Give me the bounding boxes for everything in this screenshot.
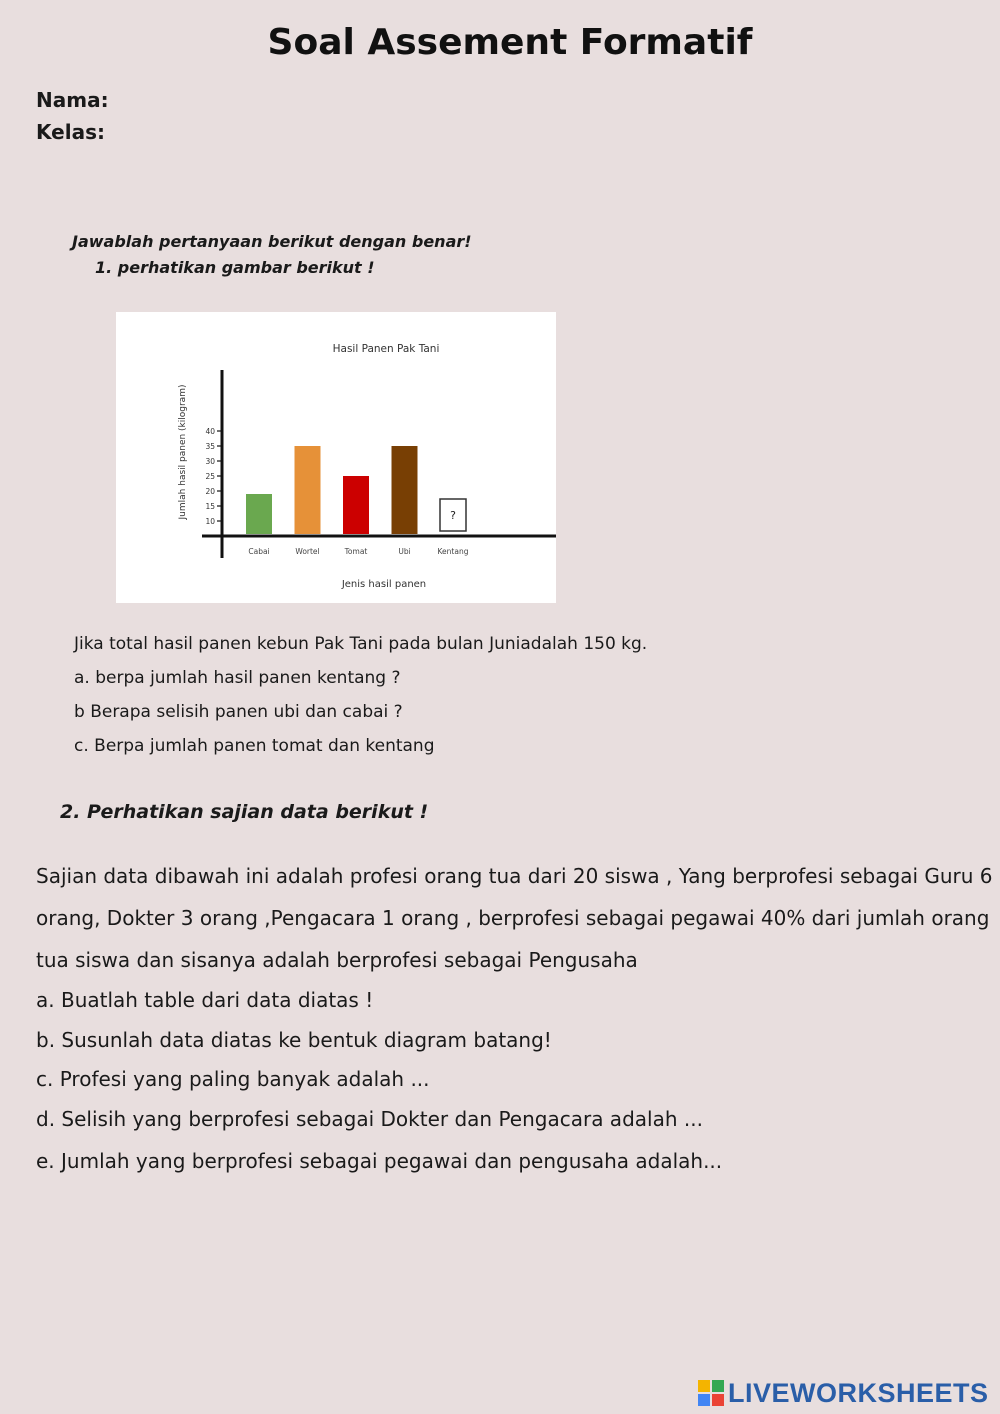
question-2e: e. Jumlah yang berprofesi sebagai pegawai dan pengusaha adalah... [36,1149,723,1173]
question-1-intro: Jika total hasil panen kebun Pak Tani pada bulan Juniadalah 150 kg. [74,634,648,654]
liveworksheets-logo [698,1378,989,1408]
bar-tomat [343,476,369,534]
question-2a: a. Buatlah table dari data diatas ! [36,988,374,1012]
category-label: Kentang [437,547,469,556]
harvest-bar-chart [116,312,556,603]
category-label: Cabai [248,547,270,556]
question-2-text-line-1: Sajian data dibawah ini adalah profesi orang tua dari 20 siswa , Yang berprofesi sebagai Guru 6 [36,864,993,888]
harvest-chart [116,312,556,603]
y-tick-label: 35 [205,442,215,451]
question-2b: b. Susunlah data diatas ke bentuk diagram batang! [36,1028,552,1052]
question-2-text-line-2: orang, Dokter 3 orang ,Pengacara 1 orang , berprofesi sebagai pegawai 40% dari jumlah orang [36,906,990,930]
category-label: Tomat [344,547,368,556]
chart-xlabel: Jenis hasil panen [341,579,427,590]
y-tick-label: 25 [205,472,215,481]
bar-wortel [295,446,321,534]
page-title: Soal Assement Formatif [267,22,753,63]
chart-title: Hasil Panen Pak Tani [332,343,440,355]
question-2-text-line-3: tua siswa dan sisanya adalah berprofesi sebagai Pengusaha [36,948,638,972]
question-1a: a. berpa jumlah hasil panen kentang ? [74,668,401,688]
category-label: Wortel [295,547,320,556]
question-1c: c. Berpa jumlah panen tomat dan kentang [74,736,435,756]
y-tick-label: 30 [205,457,215,466]
y-tick-label: 15 [205,502,215,511]
logo-icon [698,1380,724,1406]
question-2d: d. Selisih yang berprofesi sebagai Dokter dan Pengacara adalah ... [36,1107,703,1131]
question-2c: c. Profesi yang paling banyak adalah ... [36,1067,430,1091]
unknown-value-label: ? [450,509,456,522]
question-2-heading: 2. Perhatikan sajian data berikut ! [60,801,429,823]
name-label: Nama: [36,88,109,112]
logo-text: LIVEWORKSHEETS [728,1377,989,1408]
class-label: Kelas: [36,120,105,144]
chart-ylabel: Jumlah hasil panen (kilogram) [178,384,188,520]
y-tick-label: 20 [205,487,215,496]
question-1-heading: 1. perhatikan gambar berikut ! [95,258,375,277]
y-tick-label: 10 [205,517,215,526]
bar-ubi [392,446,418,534]
y-tick-label: 40 [205,427,215,436]
bar-cabai [246,494,272,534]
question-1b: b Berapa selisih panen ubi dan cabai ? [74,702,403,722]
category-label: Ubi [398,547,411,556]
instruction-text: Jawablah pertanyaan berikut dengan benar! [72,232,472,251]
